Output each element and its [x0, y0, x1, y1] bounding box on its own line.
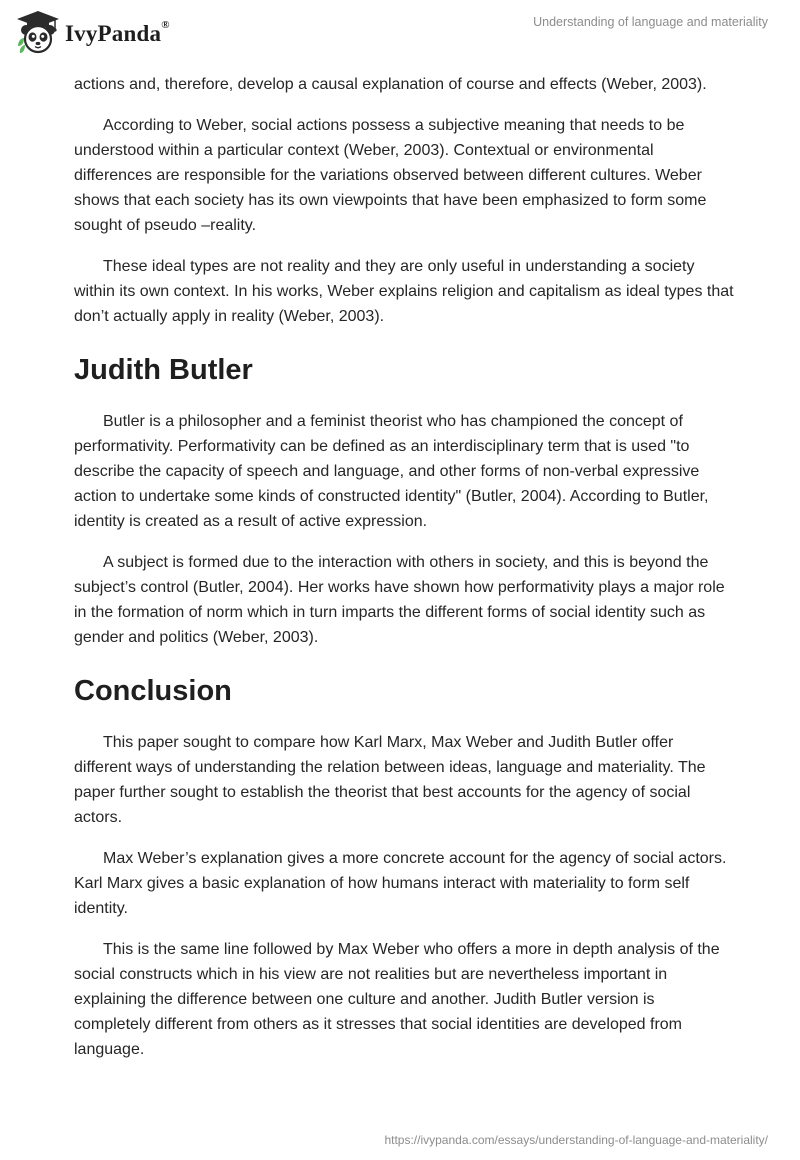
heading-conclusion: Conclusion: [74, 675, 232, 707]
brand-name: IvyPanda®: [65, 19, 170, 46]
heading-judith-butler: Judith Butler: [74, 354, 253, 386]
paragraph-intro-continued: actions and, therefore, develop a causal explanation of course and effects (Weber, 2003).: [74, 76, 707, 93]
ivypanda-logo[interactable]: [14, 8, 170, 56]
panda-graduate-icon: [14, 8, 62, 56]
paragraph-butler-subject: A subject is formed due to the interaction with others in society, and this is beyond the subject’s control (Butler, 2004). Her works have shown how performativity plays a major role in the formation of norm which in turn imparts the different forms of social identity such as gender and politics (Weber, 2003).: [74, 554, 725, 646]
paragraph-conclusion-3: This is the same line followed by Max Weber who offers a more in depth analysis of the social constructs which in his view are not realities but are nevertheless important in explaining the difference between one culture and another. Judith Butler version is completely different from others as it stresses that social identities are developed from language.: [74, 941, 720, 1058]
essay-body: [74, 72, 734, 1078]
page-header: [0, 0, 800, 70]
document-title: Understanding of language and materiality: [533, 15, 768, 29]
registered-mark: ®: [161, 19, 170, 32]
source-url[interactable]: https://ivypanda.com/essays/understanding-of-language-and-materiality/: [384, 1133, 768, 1147]
paragraph-conclusion-2: Max Weber’s explanation gives a more concrete account for the agency of social actors. Karl Marx gives a basic explanation of how humans interact with materiality to form self identity.: [74, 850, 727, 917]
paragraph-weber-ideal-types: These ideal types are not reality and they are only useful in understanding a society within its own context. In his works, Weber explains religion and capitalism as ideal types that don’t actually apply in reality (Weber, 2003).: [74, 258, 734, 325]
paragraph-weber-subjective-meaning: According to Weber, social actions possess a subjective meaning that needs to be understood within a particular context (Weber, 2003). Contextual or environmental differences are responsible for the variations observed between different cultures. Weber shows that each society has its own viewpoints that have been emphasized to form some sought of pseudo –reality.: [74, 117, 707, 234]
paragraph-butler-performativity: Butler is a philosopher and a feminist theorist who has championed the concept of performativity. Performativity can be defined as an interdisciplinary term that is used "to describe the capacity of speech and language, and other forms of non-verbal expressive action to undertake some kinds of constructed identity" (Butler, 2004). According to Butler, identity is created as a result of active expression.: [74, 413, 709, 530]
paragraph-conclusion-1: This paper sought to compare how Karl Marx, Max Weber and Judith Butler offer different ways of understanding the relation between ideas, language and materiality. The paper further sought to establish the theorist that best accounts for the agency of social actors.: [74, 734, 706, 826]
